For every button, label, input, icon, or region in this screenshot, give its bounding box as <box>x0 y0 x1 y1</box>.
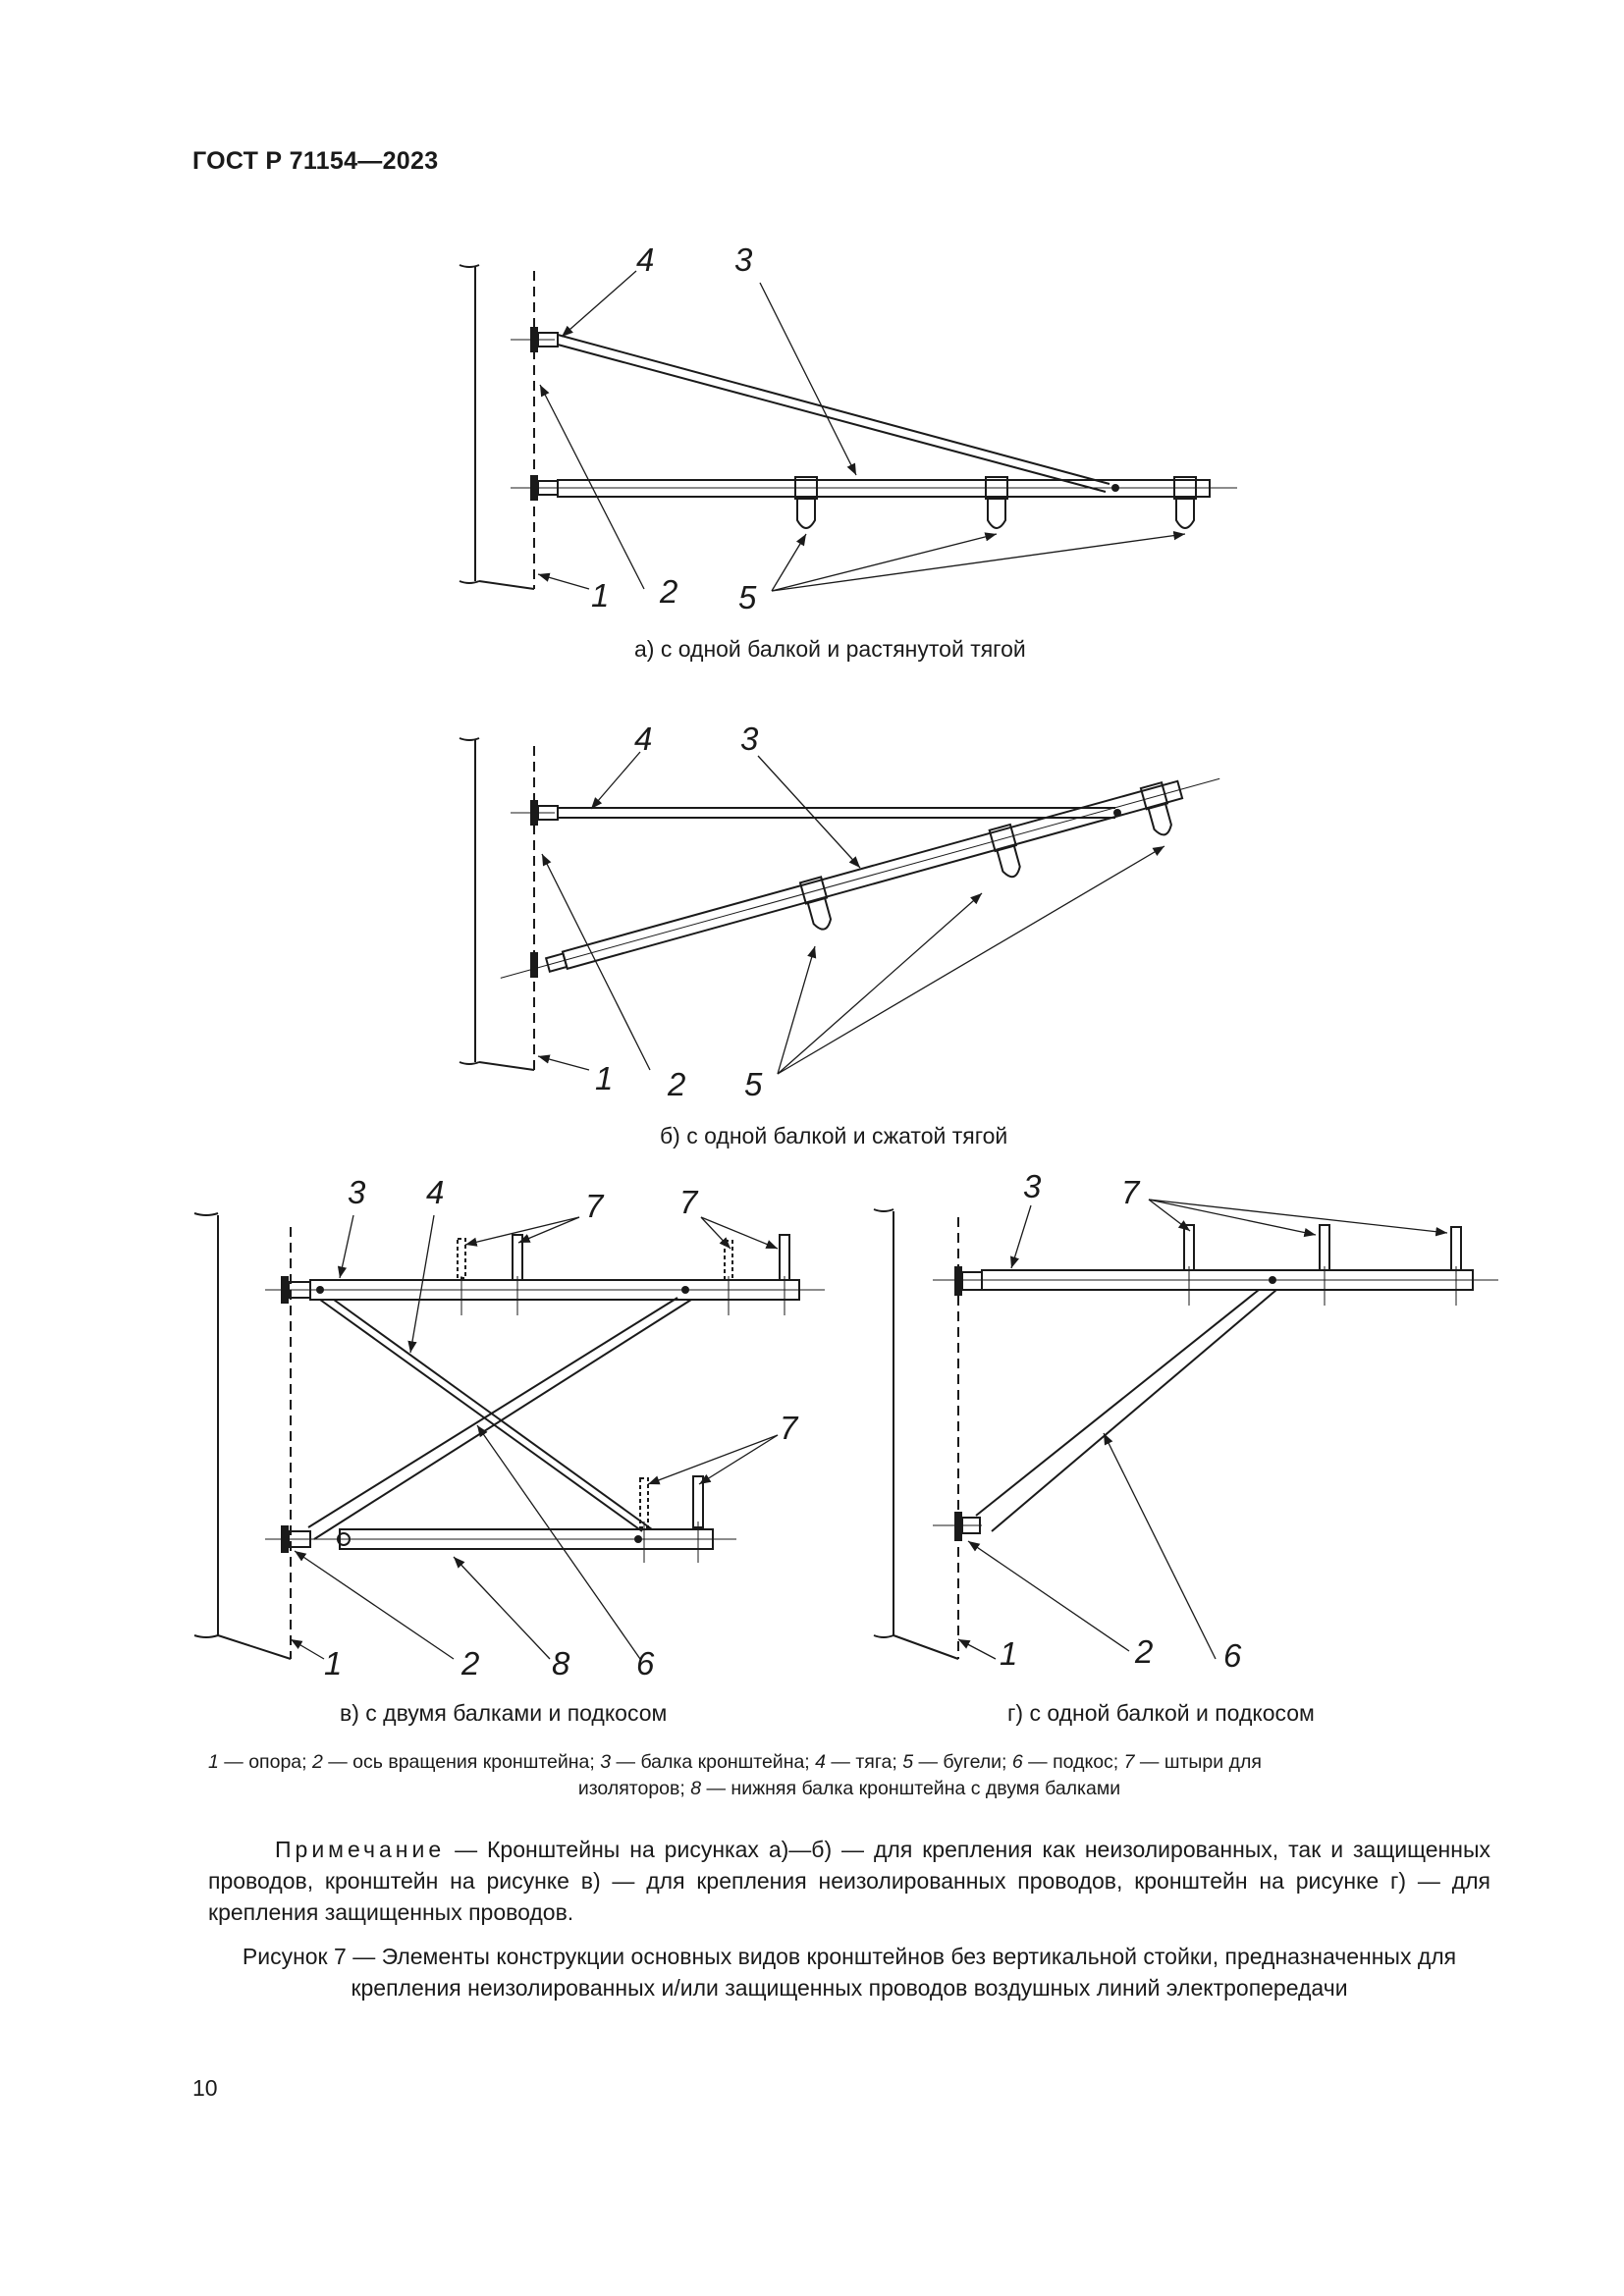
figure-v-label-3: 3 <box>348 1174 366 1210</box>
figure-v-label-6: 6 <box>636 1645 655 1682</box>
figure-v-label-4: 4 <box>426 1174 445 1210</box>
figure-v-drawing <box>194 1213 825 1659</box>
figure-b-label-4: 4 <box>634 721 653 757</box>
document-header: ГОСТ Р 71154—2023 <box>192 147 439 175</box>
figure-v-label-2: 2 <box>461 1645 480 1682</box>
figure-a-drawing <box>460 265 1237 591</box>
legend-line-1: 1 — опора; 2 — ось вращения кронштейна; 3 — балка кронштейна; 4 — тяга; 5 — бугели; 6 — подкос; 7 — штыри для <box>208 1751 1262 1773</box>
figure-a-label-3: 3 <box>734 241 753 278</box>
figure-legend <box>208 1749 1490 1802</box>
legend-line-2: изоляторов; 8 — нижняя балка кронштейна с двумя балками <box>577 1778 1121 1799</box>
figure-g-label-2: 2 <box>1135 1633 1154 1670</box>
figure-g-drawing <box>874 1200 1498 1659</box>
figure-g-label-6: 6 <box>1223 1637 1242 1674</box>
figure-b-caption: б) с одной балкой и сжатой тягой <box>660 1123 1008 1148</box>
figure-g-label-1: 1 <box>1000 1635 1018 1672</box>
figure-b-drawing <box>460 738 1230 1074</box>
note-paragraph <box>208 1834 1490 1928</box>
note-text: — Кронштейны на рисунках а)—б) — для крепления как неизолированных, так и защищенных проводов, кронштейн на рисунке в) — для крепления неизолированных проводов, кронштейн на рисунке г) — для крепления защищенных проводов. <box>208 1837 1490 1925</box>
figure-a-label-5: 5 <box>738 579 757 615</box>
figure-a-caption: а) с одной балкой и растянутой тягой <box>634 636 1026 662</box>
note-label: Примечание <box>275 1837 446 1862</box>
figure-b-label-5: 5 <box>744 1066 763 1102</box>
figure-b-label-2: 2 <box>668 1066 686 1102</box>
figure-g-label-7: 7 <box>1121 1174 1140 1210</box>
figure-v-label-1: 1 <box>324 1645 343 1682</box>
figure-v-label-7a: 7 <box>585 1188 604 1224</box>
figure-v-label-7c: 7 <box>780 1410 798 1446</box>
figure-a-label-1: 1 <box>591 577 610 614</box>
figure-title: Рисунок 7 — Элементы конструкции основных видов кронштейнов без вертикальной стойки, предназначенных для крепления неизолированных и/или защищенных проводов воздушных линий электропередачи <box>242 1944 1457 2001</box>
figure-g-caption: г) с одной балкой и подкосом <box>1007 1700 1315 1726</box>
figure-b-label-3: 3 <box>740 721 759 757</box>
figure-g-label-3: 3 <box>1023 1168 1042 1204</box>
figure-v-caption: в) с двумя балками и подкосом <box>340 1700 668 1726</box>
figure-b-label-1: 1 <box>595 1060 614 1096</box>
figure-a-label-4: 4 <box>636 241 655 278</box>
figure-v-label-8: 8 <box>552 1645 570 1682</box>
figure-a-label-2: 2 <box>660 573 678 610</box>
page-number: 10 <box>192 2075 218 2101</box>
figure-v-label-7b: 7 <box>679 1184 698 1220</box>
